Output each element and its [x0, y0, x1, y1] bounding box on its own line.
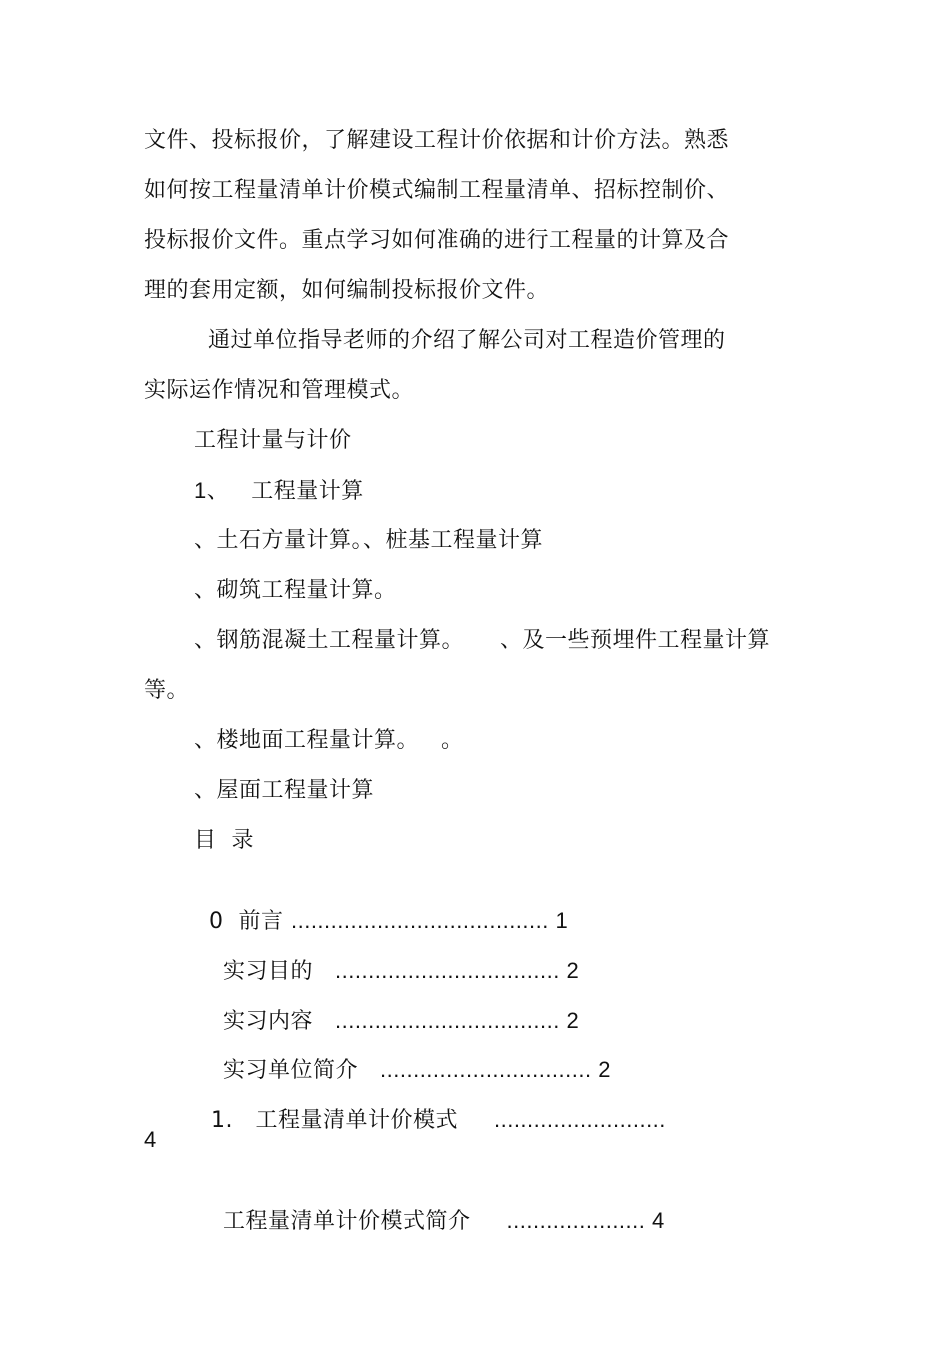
sub-item-concrete: [194, 626, 770, 656]
item-1-text: 工程量计算: [251, 479, 364, 504]
sub-item-pile-text: 、桩基工程量计算: [363, 528, 544, 553]
toc-entry-label: 实习内容: [223, 1009, 314, 1034]
paragraph-1-line-2: 如何按工程量清单计价模式编制工程量清单、招标控制价、: [144, 178, 730, 203]
toc-entry-bill-mode[interactable]: [196, 1075, 666, 1136]
paragraph-1-line-4: 理的套用定额，如何编制投标报价文件。: [144, 278, 550, 303]
sub-item-concrete-text: 、钢筋混凝土工程量计算。: [194, 628, 465, 653]
toc-entry-dots: ..................................: [335, 958, 560, 983]
toc-entry-page: 2: [559, 958, 580, 983]
toc-entry-page: 2: [591, 1057, 611, 1082]
toc-entry-label: 1. 工程量清单计价模式: [211, 1108, 458, 1133]
sub-item-earthwork-text: 、土石方量计算。: [194, 528, 364, 553]
toc-entry-page: 1: [548, 908, 569, 933]
toc-entry-page: 4: [645, 1208, 665, 1233]
sub-item-roof: 、屋面工程量计算: [194, 778, 375, 803]
toc-entry-label: 0 前言: [209, 909, 291, 934]
item-1: [194, 476, 364, 507]
toc-entry-bill-mode-page: 4: [144, 1127, 157, 1152]
item-1-number: 1、: [194, 478, 230, 503]
sub-item-continuation: 等。: [144, 678, 190, 703]
toc-entry-page: 2: [559, 1008, 580, 1033]
paragraph-2-line-2: 实际运作情况和管理模式。: [144, 378, 415, 403]
toc-entry-dots: ................................: [380, 1057, 592, 1082]
toc-entry-bill-mode-intro[interactable]: [208, 1176, 665, 1237]
toc-entry-dots: ..................................: [335, 1008, 560, 1033]
toc-entry-dots: .....................: [506, 1208, 646, 1233]
section-title: 工程计量与计价: [194, 428, 352, 453]
toc-title: 目 录: [194, 828, 254, 853]
sub-item-embedded-text: 、及一些预埋件工程量计算: [500, 628, 771, 653]
sub-item-earthwork: [194, 526, 543, 556]
toc-entry-dots: .......................................: [290, 908, 549, 933]
paragraph-2-line-1: 通过单位指导老师的介绍了解公司对工程造价管理的: [208, 328, 726, 353]
toc-entry-dots: ..........................: [493, 1107, 666, 1132]
toc-entry-label: 实习目的: [223, 959, 314, 984]
sub-item-floor: [194, 726, 464, 756]
sub-item-masonry: 、砌筑工程量计算。: [194, 578, 397, 603]
sub-item-floor-tail: 。: [441, 728, 464, 753]
paragraph-1-line-1: 文件、投标报价，了解建设工程计价依据和计价方法。熟悉: [144, 128, 730, 153]
paragraph-1-line-3: 投标报价文件。重点学习如何准确的进行工程量的计算及合: [144, 228, 730, 253]
sub-item-floor-text: 、楼地面工程量计算。: [194, 728, 420, 753]
toc-entry-label: 工程量清单计价模式简介: [223, 1209, 471, 1234]
toc-entry-label: 实习单位简介: [223, 1058, 359, 1083]
